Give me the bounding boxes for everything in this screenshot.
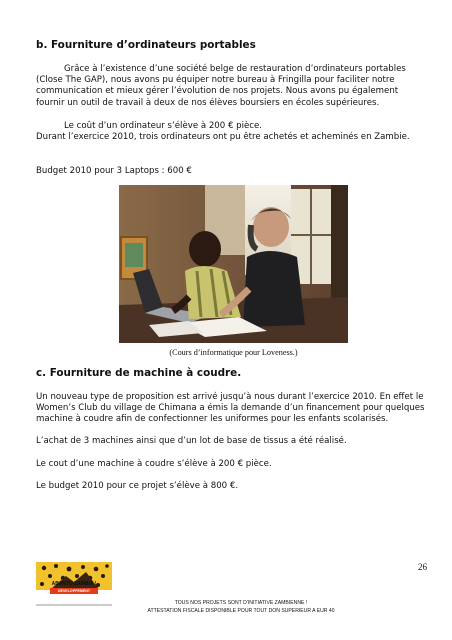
purchase-text: Durant l’exercice 2010, trois ordinateurs ont pu être achetés et acheminés en Zambie. (36, 132, 410, 142)
computer-cost-text: Le coût d’un ordinateur s’élève à 200 € pièce. (64, 121, 263, 131)
logo-subtitle: DÉVELOPPEMENT (50, 588, 98, 594)
section-b-heading: b. Fourniture d’ordinateurs portables (36, 39, 256, 51)
footer-line-1: TOUS NOS PROJETS SONT D’INITIATIVE ZAMBIENNE ! (174, 600, 308, 606)
photo-caption: (Cours d’informatique pour Loveness.) (169, 348, 298, 357)
machines-purchase-text: L’achat de 3 machines ainsi que d’un lot de base de tissus a été réalisé. (36, 436, 347, 446)
abantu-logo (36, 562, 112, 606)
computer-lesson-photo (119, 185, 348, 343)
section-b-paragraph: Grâce à l’existence d’une société belge de restauration d’ordinateurs portables (Close The GAP), nous avons pu équiper notre bureau à Fringilla pour faciliter notre communication et mieux gérer l’évolution de nos projets. Nous avons pu également fournir un outil de travail à deux de nos élèves boursiers en écoles supérieures. (36, 64, 406, 108)
laptop-budget-text: Budget 2010 pour 3 Laptops : 600 € (36, 166, 192, 176)
footer-line-2: ATTESTATION FISCALE DISPONIBLE POUR TOUT DON SUPERIEUR A EUR 40 (147, 608, 335, 614)
page-number: 26 (418, 562, 427, 572)
sewing-budget-text: Le budget 2010 pour ce projet s’élève à 800 €. (36, 481, 239, 491)
photo-illustration (119, 185, 348, 343)
section-c-heading: c. Fourniture de machine à coudre. (36, 367, 242, 379)
machine-cost-text: Le cout d’une machine à coudre s’élève à 200 € pièce. (36, 459, 272, 469)
footer-note (110, 599, 372, 615)
logo-name: ABANTU ZAMBIA ! (51, 581, 97, 587)
section-c-paragraph: Un nouveau type de proposition est arrivé jusqu’à nous durant l’exercice 2010. En effet le Women’s Club du village de Chimana a émis la demande d’un financement pour quelques machine à coudre afin de confectionner les uniformes pour les enfants scolarisés. (36, 392, 425, 425)
